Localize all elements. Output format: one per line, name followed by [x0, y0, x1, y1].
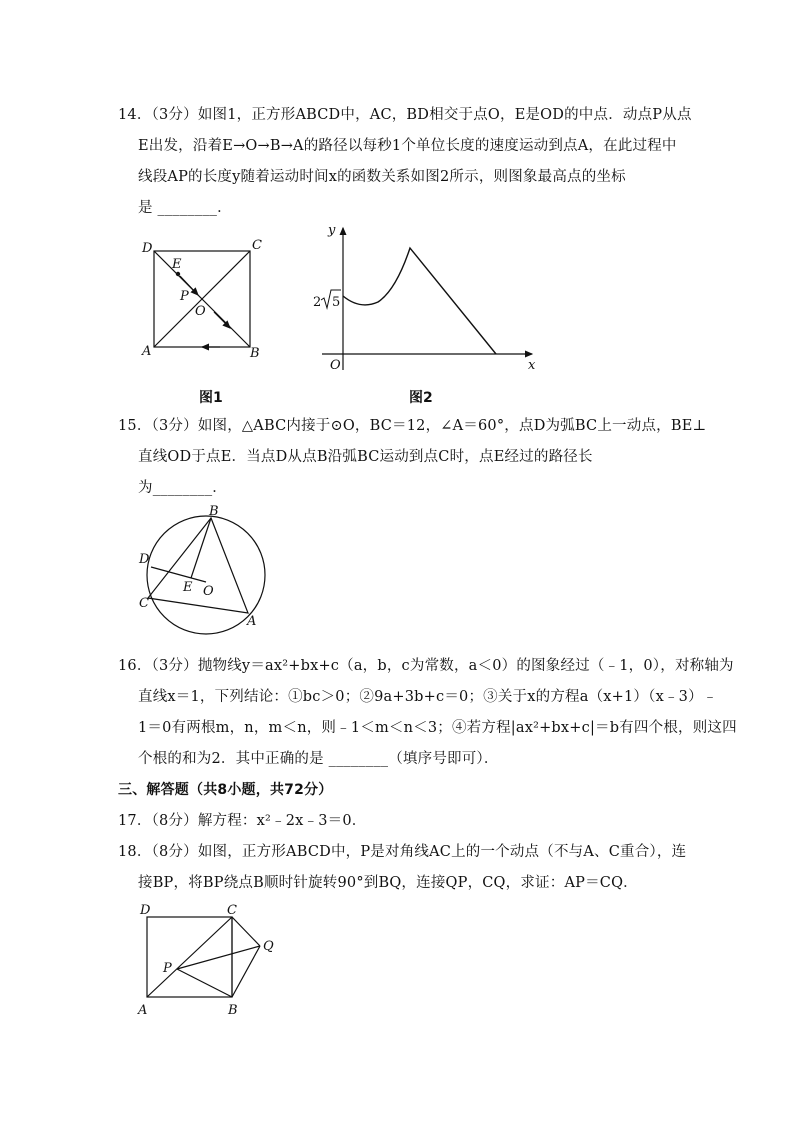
label-a: A: [138, 1003, 148, 1018]
label-c: C: [139, 596, 149, 611]
path-arrow-ob: [214, 312, 230, 328]
segment-do: [151, 567, 206, 582]
q16-line-4: 个根的和为2．其中正确的是 ________（填序号即可）．: [138, 751, 499, 767]
segment-cq: [232, 917, 260, 946]
q16-line-1: 16．（3分）抛物线y＝ax²+bx+c（a，b，c为常数，a＜0）的图象经过（﹣1，0），对称轴为: [118, 658, 734, 674]
segment-pb: [177, 969, 232, 997]
caption-figure-2: 图2: [409, 390, 433, 406]
label-c: C: [252, 238, 262, 253]
label-o: O: [195, 304, 206, 319]
tick-label-rad: 5: [332, 295, 341, 310]
q18-figure: [130, 900, 290, 1020]
axis-label-x: x: [528, 358, 536, 373]
label-p: P: [163, 961, 172, 976]
label-b: B: [250, 346, 260, 361]
label-e: E: [172, 257, 182, 272]
q15-line-3: 为________．: [138, 480, 227, 496]
function-curve: [343, 248, 496, 354]
q14-line-4: 是 ________．: [138, 200, 232, 216]
axis-label-y: y: [328, 223, 336, 238]
caption-figure-1: 图1: [199, 390, 223, 406]
tick-label-coef: 2: [313, 295, 322, 310]
q18-line-1: 18．（8分）如图，正方形ABCD中，P是对角线AC上的一个动点（不与A、C重合），连: [118, 844, 687, 860]
label-d: D: [142, 241, 153, 256]
triangle-abc: [148, 518, 248, 613]
label-d: D: [139, 552, 150, 567]
label-a: A: [142, 344, 152, 359]
q16-line-2: 直线x＝1，下列结论：①bc＞0；②9a+3b+c＝0；③关于x的方程a（x+1）（x﹣3）﹣: [138, 689, 718, 705]
label-b: B: [209, 504, 219, 519]
origin-label: O: [330, 358, 341, 373]
label-p: P: [180, 289, 189, 304]
q15-figure: [135, 505, 275, 645]
q14-line-1: 14．（3分）如图1，正方形ABCD中，AC，BD相交于点O，E是OD的中点．动点P从点: [118, 107, 692, 123]
q15-line-2: 直线OD于点E．当点D从点B沿弧BC运动到点C时，点E经过的路径长: [138, 449, 593, 465]
section-3-heading: 三、解答题（共8小题，共72分）: [118, 782, 333, 798]
segment-be: [191, 518, 211, 578]
q14-line-2: E出发，沿着E→O→B→A的路径以每秒1个单位长度的速度运动到点A，在此过程中: [138, 138, 677, 154]
q14-figure-2: [300, 220, 545, 380]
label-a: A: [247, 614, 257, 629]
q14-figure-1: [130, 230, 280, 370]
label-b: B: [228, 1003, 238, 1018]
q17-line: 17．（8分）解方程：x²﹣2x﹣3＝0．: [118, 813, 367, 829]
label-q: Q: [263, 939, 274, 954]
point-e-dot: [176, 272, 180, 276]
q14-line-3: 线段AP的长度y随着运动时间x的函数关系如图2所示，则图象最高点的坐标: [138, 169, 626, 185]
label-c: C: [227, 903, 237, 918]
label-o: O: [203, 584, 214, 599]
label-d: D: [140, 903, 151, 918]
q16-line-3: 1＝0有两根m，n，m＜n，则﹣1＜m＜n＜3；④若方程|ax²+bx+c|＝b有四个根，则这四: [138, 720, 737, 736]
segment-bq: [232, 946, 260, 997]
q18-line-2: 接BP，将BP绕点B顺时针旋转90°到BQ，连接QP，CQ，求证：AP＝CQ．: [138, 875, 638, 891]
label-e: E: [183, 580, 193, 595]
q15-line-1: 15．（3分）如图，△ABC内接于⊙O，BC＝12，∠A＝60°，点D为弧BC上一动点，BE⊥: [118, 418, 707, 434]
